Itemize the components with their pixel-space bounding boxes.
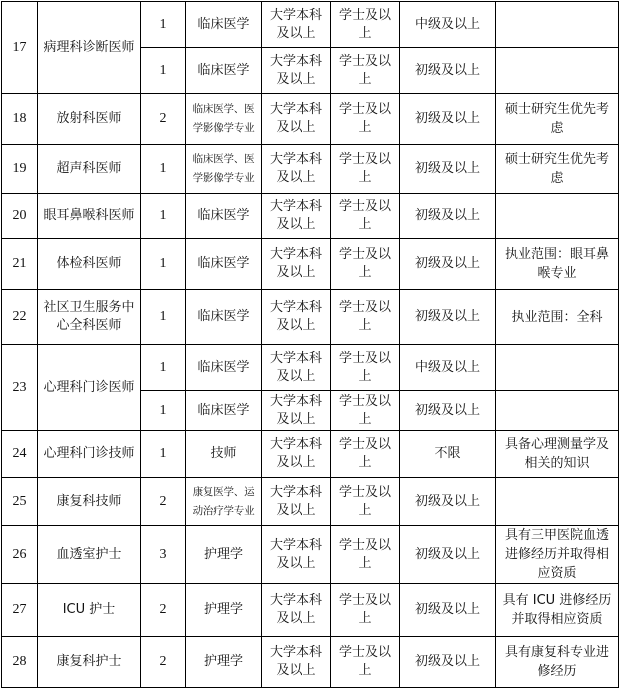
position-name: 放射科医师 — [38, 94, 141, 145]
degree-requirement: 学士及以上 — [331, 345, 400, 391]
degree-requirement: 学士及以上 — [331, 48, 400, 94]
major-requirement: 临床医学 — [186, 391, 262, 431]
degree-requirement: 学士及以上 — [331, 526, 400, 584]
title-requirement: 初级及以上 — [400, 194, 496, 239]
remarks: 具有三甲医院血透进修经历并取得相应资质 — [496, 526, 619, 584]
remarks: 具有 ICU 进修经历并取得相应资质 — [496, 584, 619, 637]
major-requirement: 护理学 — [186, 526, 262, 584]
title-requirement: 初级及以上 — [400, 94, 496, 145]
remarks: 硕士研究生优先考虑 — [496, 94, 619, 145]
table-row — [2, 637, 619, 688]
headcount: 2 — [141, 94, 186, 145]
recruitment-table — [1, 1, 619, 688]
headcount: 3 — [141, 526, 186, 584]
title-requirement: 中级及以上 — [400, 345, 496, 391]
remarks — [496, 194, 619, 239]
remarks: 具备心理测量学及相关的知识 — [496, 431, 619, 478]
table-row — [2, 290, 619, 345]
remarks — [496, 2, 619, 48]
education-requirement: 大学本科及以上 — [262, 194, 331, 239]
title-requirement: 初级及以上 — [400, 391, 496, 431]
headcount: 2 — [141, 584, 186, 637]
headcount: 1 — [141, 2, 186, 48]
education-requirement: 大学本科及以上 — [262, 637, 331, 688]
table-row — [2, 194, 619, 239]
remarks — [496, 48, 619, 94]
major-requirement: 临床医学 — [186, 2, 262, 48]
title-requirement: 初级及以上 — [400, 526, 496, 584]
headcount: 1 — [141, 391, 186, 431]
position-name: 心理科门诊技师 — [38, 431, 141, 478]
headcount: 1 — [141, 194, 186, 239]
major-requirement: 临床医学、医学影像学专业 — [186, 145, 262, 194]
position-name: 康复科技师 — [38, 478, 141, 526]
table-row — [2, 94, 619, 145]
headcount: 1 — [141, 290, 186, 345]
headcount: 1 — [141, 431, 186, 478]
table-row — [2, 345, 619, 391]
position-name: ICU 护士 — [38, 584, 141, 637]
position-name: 超声科医师 — [38, 145, 141, 194]
table-row — [2, 145, 619, 194]
education-requirement: 大学本科及以上 — [262, 478, 331, 526]
title-requirement: 初级及以上 — [400, 145, 496, 194]
major-requirement: 护理学 — [186, 584, 262, 637]
position-name: 社区卫生服务中心全科医师 — [38, 290, 141, 345]
education-requirement: 大学本科及以上 — [262, 290, 331, 345]
table-body — [2, 2, 619, 688]
headcount: 1 — [141, 345, 186, 391]
table-row — [2, 584, 619, 637]
remarks: 具有康复科专业进修经历 — [496, 637, 619, 688]
education-requirement: 大学本科及以上 — [262, 94, 331, 145]
row-number: 17 — [2, 2, 38, 94]
degree-requirement: 学士及以上 — [331, 194, 400, 239]
row-number: 24 — [2, 431, 38, 478]
table-row — [2, 239, 619, 290]
education-requirement: 大学本科及以上 — [262, 345, 331, 391]
title-requirement: 初级及以上 — [400, 239, 496, 290]
education-requirement: 大学本科及以上 — [262, 2, 331, 48]
degree-requirement: 学士及以上 — [331, 478, 400, 526]
row-number: 18 — [2, 94, 38, 145]
title-requirement: 不限 — [400, 431, 496, 478]
major-requirement: 康复医学、运动治疗学专业 — [186, 478, 262, 526]
degree-requirement: 学士及以上 — [331, 290, 400, 345]
row-number: 26 — [2, 526, 38, 584]
major-requirement: 临床医学 — [186, 290, 262, 345]
degree-requirement: 学士及以上 — [331, 94, 400, 145]
major-requirement: 技师 — [186, 431, 262, 478]
position-name: 血透室护士 — [38, 526, 141, 584]
position-name: 心理科门诊医师 — [38, 345, 141, 431]
education-requirement: 大学本科及以上 — [262, 145, 331, 194]
education-requirement: 大学本科及以上 — [262, 239, 331, 290]
title-requirement: 初级及以上 — [400, 584, 496, 637]
remarks: 硕士研究生优先考虑 — [496, 145, 619, 194]
title-requirement: 初级及以上 — [400, 637, 496, 688]
remarks — [496, 345, 619, 391]
row-number: 28 — [2, 637, 38, 688]
major-requirement: 护理学 — [186, 637, 262, 688]
row-number: 21 — [2, 239, 38, 290]
row-number: 20 — [2, 194, 38, 239]
education-requirement: 大学本科及以上 — [262, 48, 331, 94]
headcount: 2 — [141, 637, 186, 688]
table-row — [2, 431, 619, 478]
major-requirement: 临床医学 — [186, 48, 262, 94]
table-row — [2, 2, 619, 48]
major-requirement: 临床医学 — [186, 345, 262, 391]
remarks — [496, 478, 619, 526]
position-name: 体检科医师 — [38, 239, 141, 290]
position-name: 康复科护士 — [38, 637, 141, 688]
title-requirement: 初级及以上 — [400, 48, 496, 94]
remarks: 执业范围：眼耳鼻喉专业 — [496, 239, 619, 290]
remarks: 执业范围：全科 — [496, 290, 619, 345]
title-requirement: 中级及以上 — [400, 2, 496, 48]
education-requirement: 大学本科及以上 — [262, 584, 331, 637]
major-requirement: 临床医学 — [186, 194, 262, 239]
row-number: 19 — [2, 145, 38, 194]
major-requirement: 临床医学、医学影像学专业 — [186, 94, 262, 145]
headcount: 1 — [141, 145, 186, 194]
degree-requirement: 学士及以上 — [331, 145, 400, 194]
row-number: 25 — [2, 478, 38, 526]
row-number: 27 — [2, 584, 38, 637]
title-requirement: 初级及以上 — [400, 290, 496, 345]
title-requirement: 初级及以上 — [400, 478, 496, 526]
remarks — [496, 391, 619, 431]
degree-requirement: 学士及以上 — [331, 431, 400, 478]
education-requirement: 大学本科及以上 — [262, 391, 331, 431]
position-name: 病理科诊断医师 — [38, 2, 141, 94]
major-requirement: 临床医学 — [186, 239, 262, 290]
row-number: 22 — [2, 290, 38, 345]
degree-requirement: 学士及以上 — [331, 239, 400, 290]
table-row — [2, 526, 619, 584]
headcount: 1 — [141, 48, 186, 94]
headcount: 2 — [141, 478, 186, 526]
table-row — [2, 478, 619, 526]
education-requirement: 大学本科及以上 — [262, 526, 331, 584]
degree-requirement: 学士及以上 — [331, 391, 400, 431]
education-requirement: 大学本科及以上 — [262, 431, 331, 478]
degree-requirement: 学士及以上 — [331, 584, 400, 637]
degree-requirement: 学士及以上 — [331, 637, 400, 688]
position-name: 眼耳鼻喉科医师 — [38, 194, 141, 239]
row-number: 23 — [2, 345, 38, 431]
degree-requirement: 学士及以上 — [331, 2, 400, 48]
headcount: 1 — [141, 239, 186, 290]
